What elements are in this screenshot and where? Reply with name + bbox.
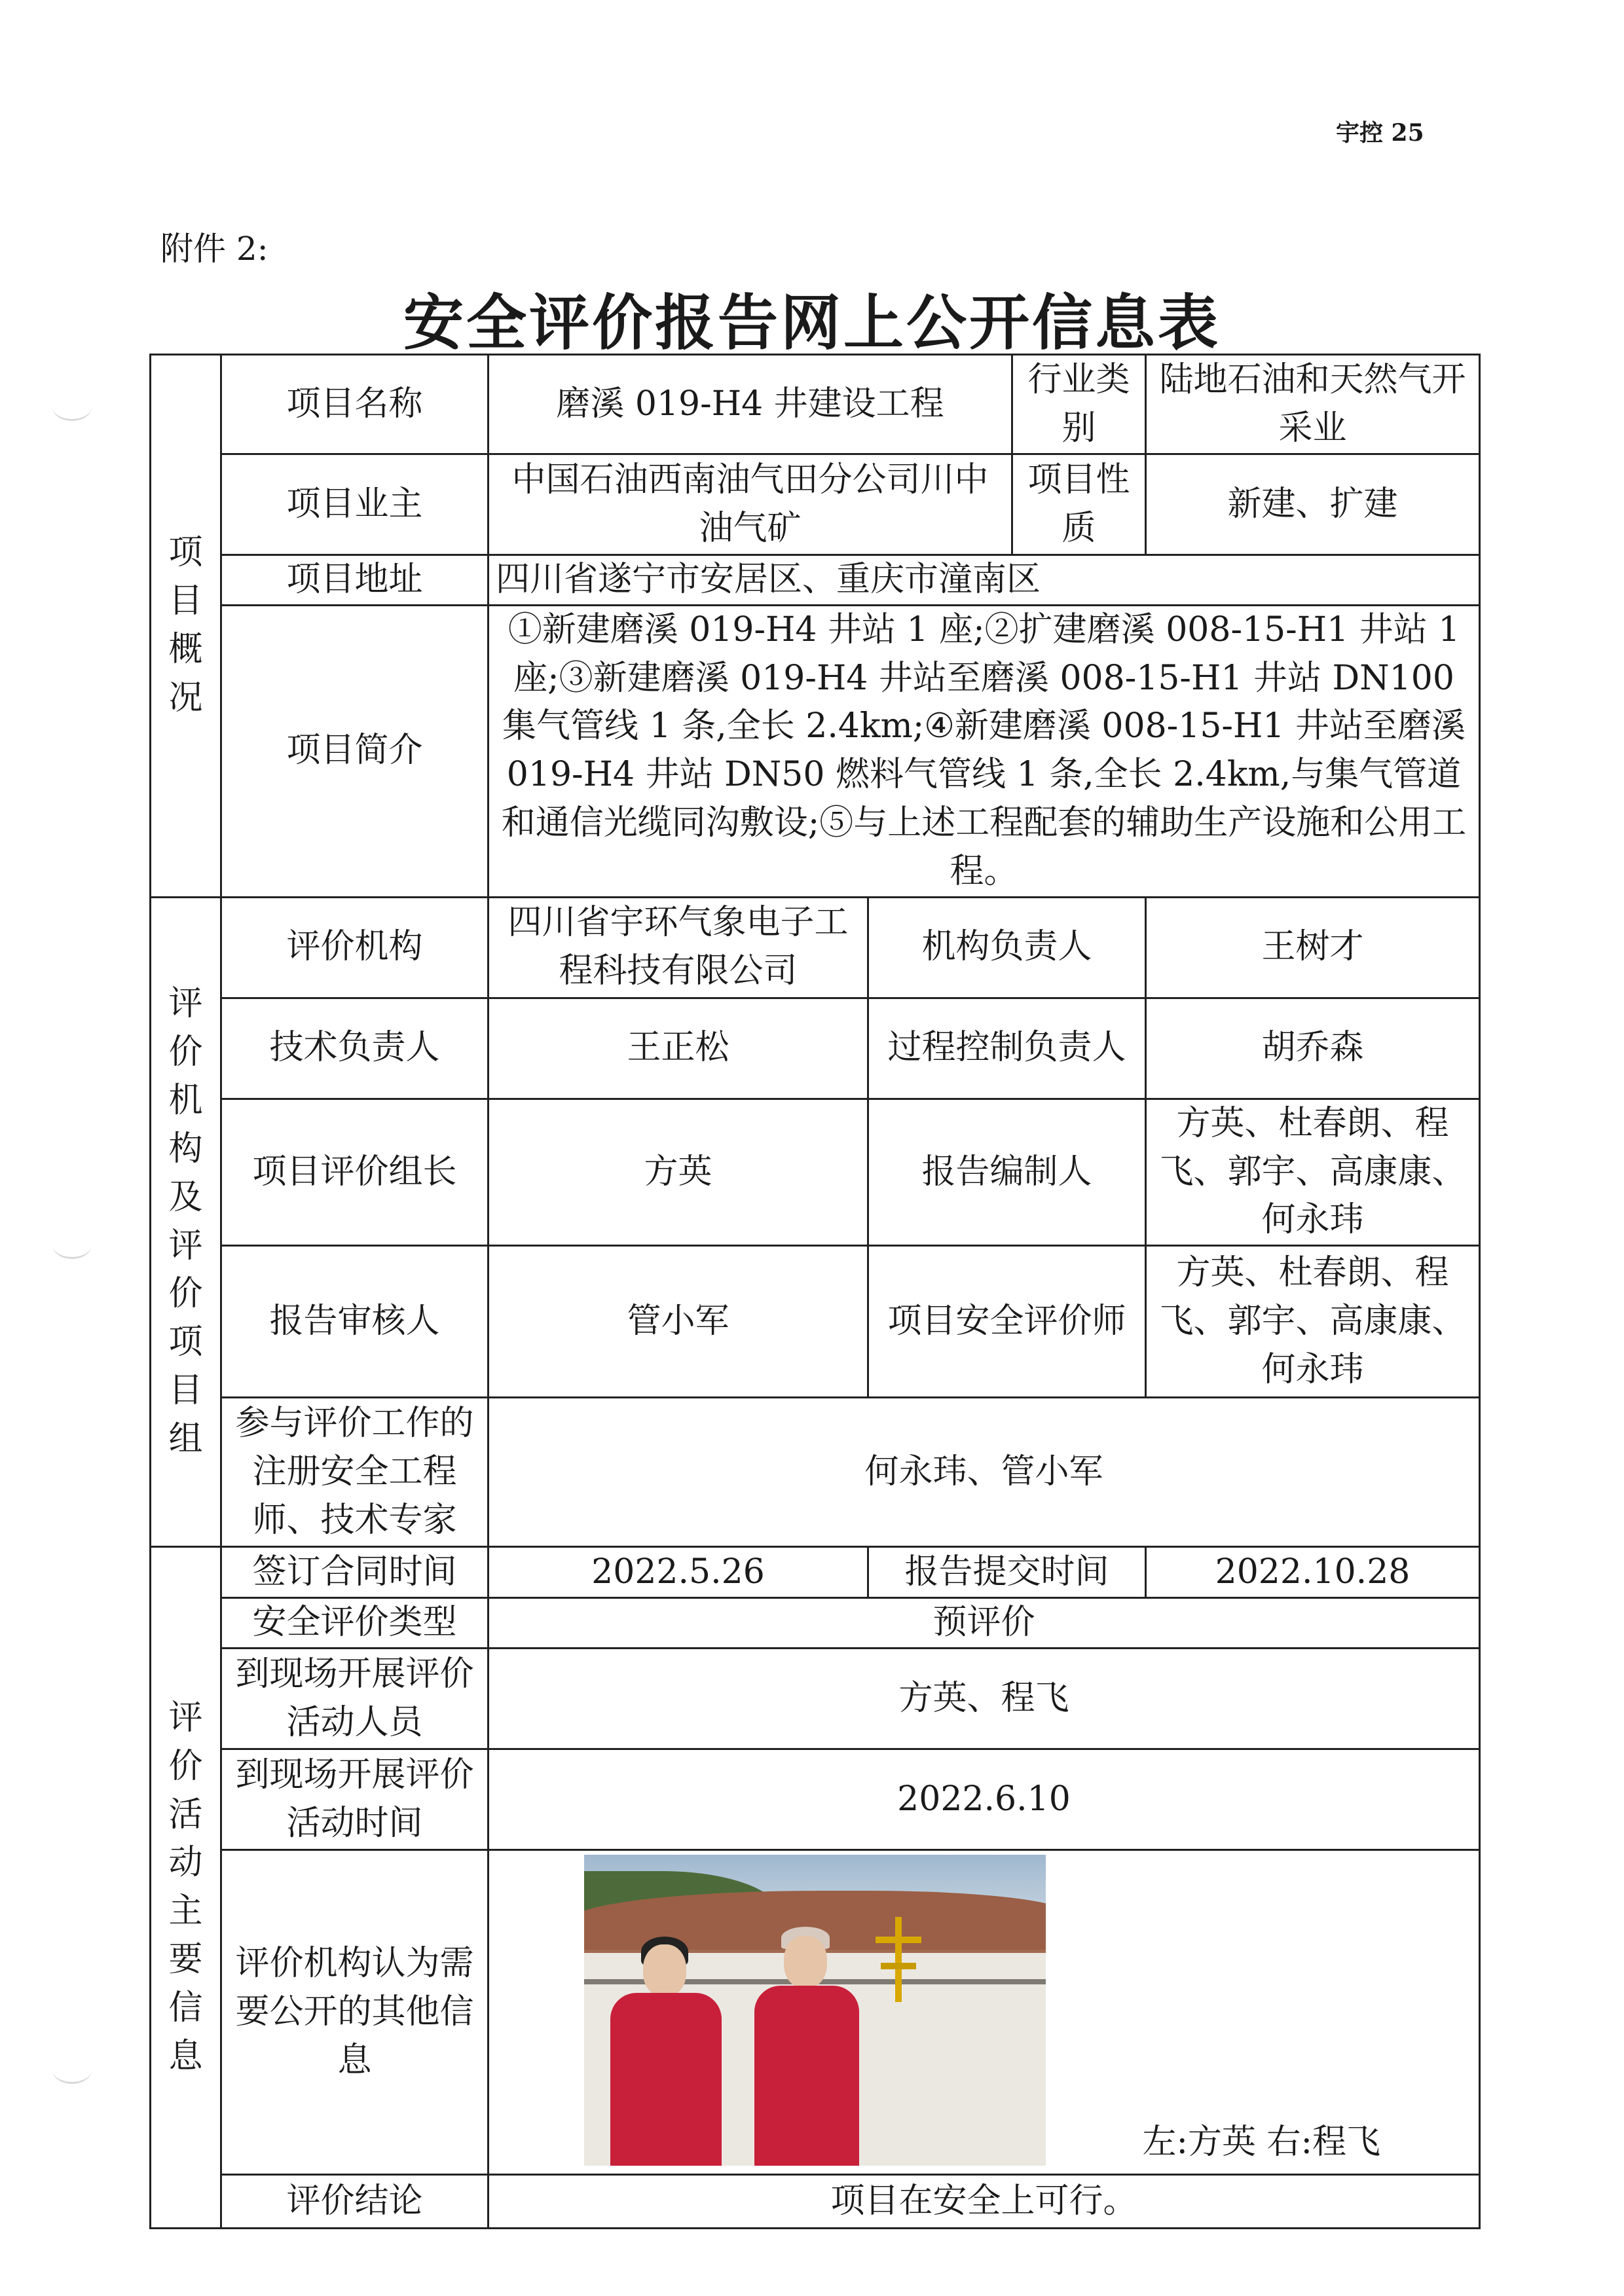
process-control-label: 过程控制负责人 — [868, 998, 1146, 1099]
industry-value: 陆地石油和天然气开采业 — [1146, 355, 1480, 454]
project-address-label: 项目地址 — [221, 555, 489, 606]
project-intro-label: 项目简介 — [221, 605, 489, 897]
experts-label: 参与评价工作的注册安全工程师、技术专家 — [221, 1398, 489, 1547]
contract-date-value: 2022.5.26 — [489, 1547, 868, 1598]
agency-head-value: 王树才 — [1146, 897, 1480, 998]
report-author-label: 报告编制人 — [868, 1099, 1146, 1245]
scan-punch-mark — [52, 1231, 92, 1259]
page-title: 安全评价报告网上公开信息表 — [403, 287, 1221, 358]
assessment-type-value: 预评价 — [489, 1598, 1480, 1649]
submit-date-value: 2022.10.28 — [1146, 1547, 1480, 1598]
team-leader-value: 方英 — [489, 1099, 868, 1245]
section-overview: 项目概况 — [151, 355, 221, 898]
site-staff-label: 到现场开展评价活动人员 — [221, 1649, 489, 1749]
project-nature-label: 项目性质 — [1012, 454, 1146, 555]
project-owner-value: 中国石油西南油气田分公司川中油气矿 — [489, 454, 1012, 555]
wellhead-christmas-tree-icon — [876, 1917, 921, 2002]
tech-lead-value: 王正松 — [489, 998, 868, 1099]
scan-punch-mark — [52, 393, 92, 421]
project-nature-value: 新建、扩建 — [1146, 454, 1480, 555]
site-date-label: 到现场开展评价活动时间 — [221, 1749, 489, 1850]
team-leader-label: 项目评价组长 — [221, 1099, 489, 1245]
safety-assessor-label: 项目安全评价师 — [868, 1246, 1146, 1398]
tech-lead-label: 技术负责人 — [221, 998, 489, 1099]
site-date-value: 2022.6.10 — [489, 1749, 1480, 1850]
report-reviewer-label: 报告审核人 — [221, 1246, 489, 1398]
report-author-value: 方英、杜春朗、程飞、郭宇、高康康、何永玮 — [1146, 1099, 1480, 1245]
project-name-label: 项目名称 — [221, 355, 489, 454]
project-name-value: 磨溪 019-H4 井建设工程 — [489, 355, 1012, 454]
info-table — [149, 354, 1481, 2229]
conclusion-label: 评价结论 — [221, 2175, 489, 2229]
project-owner-label: 项目业主 — [221, 454, 489, 555]
process-control-value: 胡乔森 — [1146, 998, 1480, 1099]
photo-caption: 左:方英 右:程飞 — [1142, 2123, 1381, 2162]
industry-label: 行业类别 — [1012, 355, 1146, 454]
site-staff-value: 方英、程飞 — [489, 1649, 1480, 1749]
experts-value: 何永玮、管小军 — [489, 1398, 1480, 1547]
project-address-value: 四川省遂宁市安居区、重庆市潼南区 — [489, 555, 1480, 606]
agency-head-label: 机构负责人 — [868, 897, 1146, 998]
scan-punch-mark — [52, 2056, 92, 2084]
conclusion-value: 项目在安全上可行。 — [489, 2175, 1480, 2229]
other-info-cell — [489, 1850, 1480, 2175]
submit-date-label: 报告提交时间 — [868, 1547, 1146, 1598]
other-info-label: 评价机构认为需要公开的其他信息 — [221, 1850, 489, 2175]
section-activity: 评价活动主要信息 — [151, 1547, 221, 2229]
site-photo — [584, 1855, 1046, 2166]
report-reviewer-value: 管小军 — [489, 1246, 868, 1398]
safety-assessor-value: 方英、杜春朗、程飞、郭宇、高康康、何永玮 — [1146, 1246, 1480, 1398]
section-organization: 评价机构及评价项目组 — [151, 897, 221, 1546]
assessment-type-label: 安全评价类型 — [221, 1598, 489, 1649]
document-code: 宇控 25 — [1336, 119, 1424, 147]
agency-label: 评价机构 — [221, 897, 489, 998]
agency-value: 四川省宇环气象电子工程科技有限公司 — [489, 897, 868, 998]
contract-date-label: 签订合同时间 — [221, 1547, 489, 1598]
attachment-label: 附件 2: — [160, 230, 268, 268]
project-intro-value: ①新建磨溪 019-H4 井站 1 座;②扩建磨溪 008-15-H1 井站 1 座;③新建磨溪 019-H4 井站至磨溪 008-15-H1 井站 DN100 集气管线 1 条,全长 2.4km;④新建磨溪 008-15-H1 井站至磨溪 019-H4 井站 DN50 燃料气管线 1 条,全长 2.4km,与集气管道和通信光缆同沟敷设;⑤与上述工程配套的辅助生产设施和公用工程。 — [489, 605, 1480, 897]
